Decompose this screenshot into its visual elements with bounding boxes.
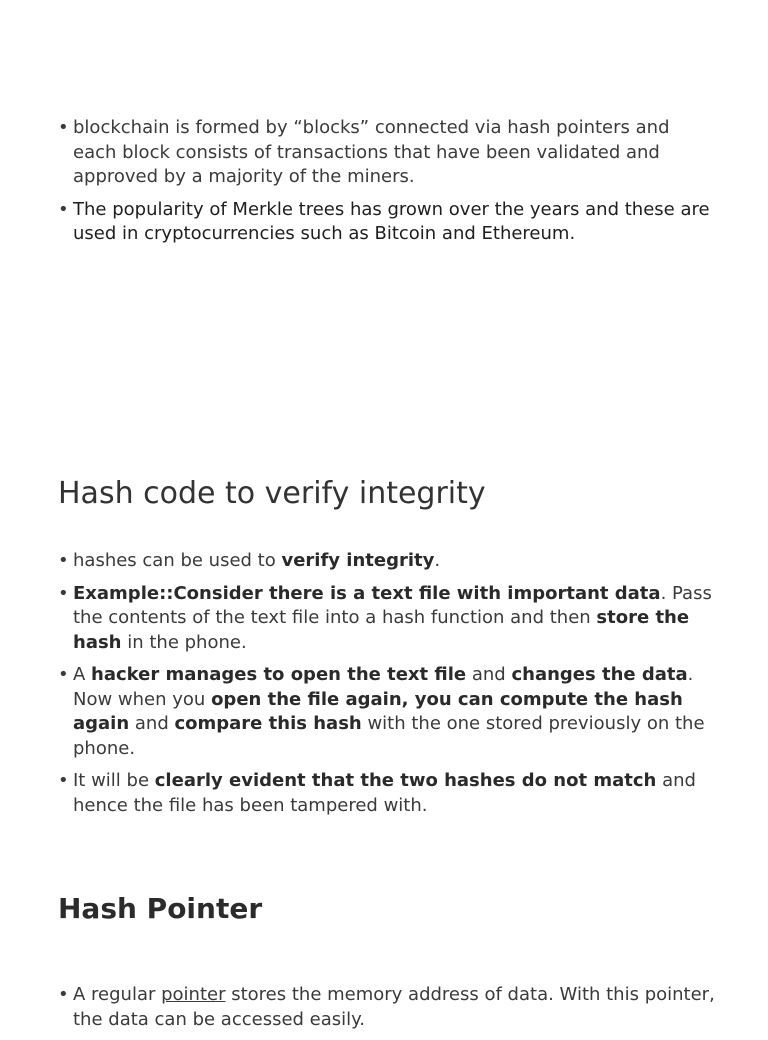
pointer-bullets [58,983,718,1040]
intro-bullets [58,116,718,255]
bullet-evident: • It will be clearly evident that the two hashes do not match and hence the file has been tampered with. [58,769,718,818]
bullet-blockchain: • blockchain is formed by “blocks” connected via hash pointers and each block consists of transactions that have been validated and approved by a majority of the miners. [58,116,718,190]
bullet-hacker: • A hacker manages to open the text file and changes the data. Now when you open the file again, you can compute the hash again and compare this hash with the one stored previously on the phone. [58,663,718,761]
heading-hash-pointer: Hash Pointer [58,892,263,925]
bullet-merkle: • The popularity of Merkle trees has grown over the years and these are used in cryptocurrencies such as Bitcoin and Ethereum. [58,198,718,247]
heading-hash-integrity: Hash code to verify integrity [58,476,486,511]
bullet-verify-integrity: • hashes can be used to verify integrity. [58,549,718,574]
bullet-example: • Example::Consider there is a text file with important data. Pass the contents of the text file into a hash function and then store the hash in the phone. [58,582,718,656]
integrity-bullets [58,549,718,826]
bullet-regular-pointer: • A regular pointer stores the memory address of data. With this pointer, the data can be accessed easily. [58,983,718,1032]
